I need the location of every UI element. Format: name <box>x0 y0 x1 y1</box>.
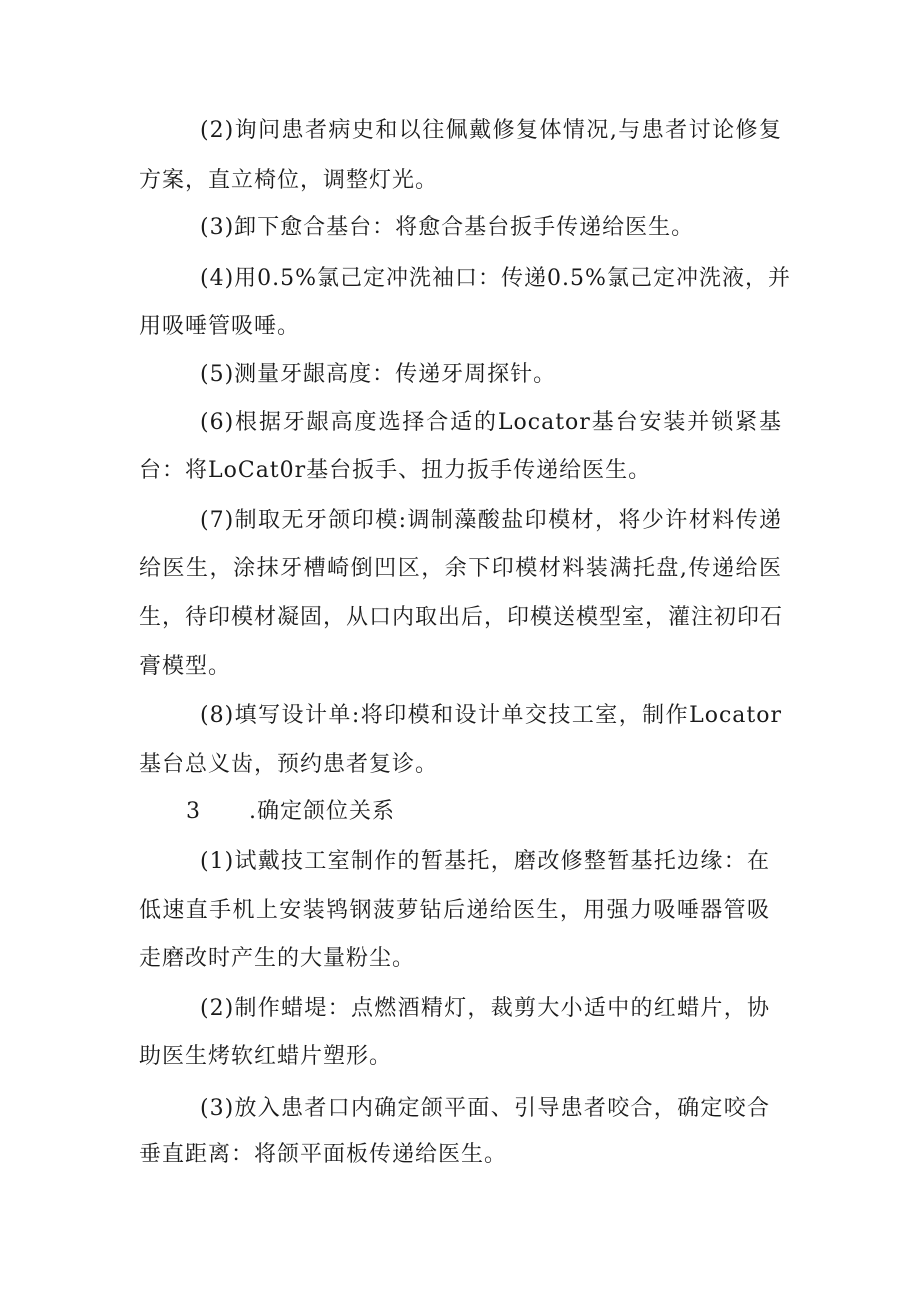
paragraph-line: (5)测量牙龈高度：传递牙周探针。 <box>200 362 557 387</box>
paragraph-line: (3)放入患者口内确定颌平面、引导患者咬合，确定咬合 <box>200 1096 770 1121</box>
paragraph-line: (4)用0.5%氯己定冲洗袖口：传递0.5%氯己定冲洗液，并 <box>200 266 791 291</box>
paragraph-line: 低速直手机上安装鸨钢菠萝钻后递给医生，用强力吸唾器管吸 <box>139 898 770 923</box>
paragraph-line: (2)询问患者病史和以往佩戴修复体情况,与患者讨论修复 <box>200 118 782 143</box>
paragraph-line: (3)卸下愈合基台：将愈合基台扳手传递给医生。 <box>200 215 695 240</box>
paragraph-line: 垂直距离：将颌平面板传递给医生。 <box>139 1142 508 1167</box>
paragraph-line: (2)制作蜡堤：点燃酒精灯，裁剪大小适中的红蜡片，协 <box>200 996 770 1021</box>
paragraph-line: 走磨改时产生的大量粉尘。 <box>139 946 416 971</box>
paragraph-line: 用吸唾管吸唾。 <box>139 314 301 339</box>
paragraph-line: (8)填写设计单:将印模和设计单交技工室，制作Locator <box>200 703 782 728</box>
section-heading: 3 .确定颌位关系 <box>186 799 395 824</box>
paragraph-line: 给医生，涂抹牙槽崎倒凹区，余下印模材料装满托盘,传递给医 <box>139 556 782 581</box>
paragraph-line: (6)根据牙龈高度选择合适的Locator基台安装并锁紧基 <box>200 410 782 435</box>
paragraph-line: 基台总义齿，预约患者复诊。 <box>139 752 439 777</box>
paragraph-line: 方案，直立椅位，调整灯光。 <box>139 168 439 193</box>
paragraph-line: 台：将LoCat0r基台扳手、扭力扳手传递给医生。 <box>139 458 652 483</box>
paragraph-line: 助医生烤软红蜡片塑形。 <box>139 1044 393 1069</box>
paragraph-line: 生，待印模材凝固，从口内取出后，印模送模型室，灌注初印石 <box>139 605 784 630</box>
paragraph-line: (7)制取无牙颌印模:调制藻酸盐印模材，将少许材料传递 <box>200 508 782 533</box>
paragraph-line: 膏模型。 <box>139 654 232 679</box>
paragraph-line: (1)试戴技工室制作的暂基托，磨改修整暂基托边缘：在 <box>200 849 770 874</box>
